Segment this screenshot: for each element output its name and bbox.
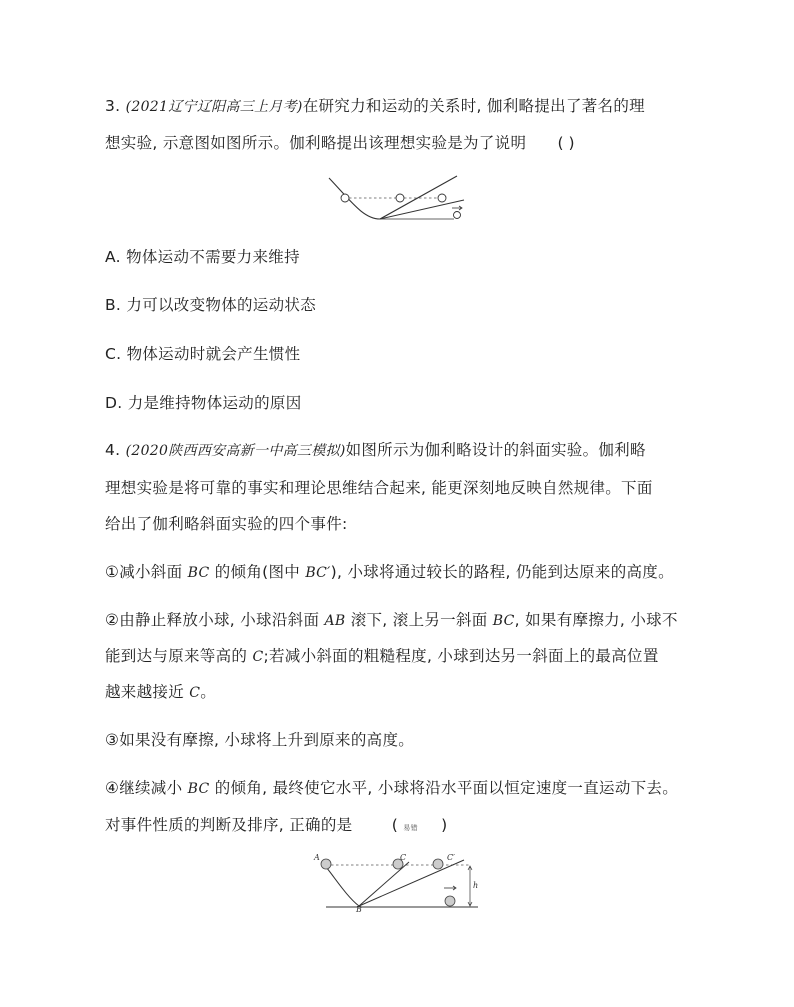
q3-number: 3. (105, 97, 121, 115)
q4-bracket-close: ) (441, 816, 448, 834)
q3-stem-line2 (105, 131, 575, 153)
q4-source: (2020陕西西安高新一中高三模拟) (125, 443, 346, 459)
q4-label-b: B (356, 905, 362, 912)
q4-figure (312, 850, 482, 912)
q4-event-4-text-b: 的倾角, 最终使它水平, 小球将沿水平面以恒定速度一直运动下去。 (209, 779, 679, 797)
q4-ball-a (321, 859, 331, 869)
q3-source: (2021辽宁辽阳高三上月考) (125, 99, 303, 115)
q4-event-4-bc: BC (187, 781, 210, 797)
q3-option-a[interactable]: A. 物体运动不需要力来维持 (105, 248, 300, 266)
q4-label-a: A (314, 853, 320, 862)
q4-event-2-line1 (105, 608, 678, 630)
q4-bracket-open: ( (391, 816, 399, 834)
q4-incline-bc (359, 862, 409, 906)
q3-option-d[interactable]: D. 力是维持物体运动的原因 (105, 394, 302, 412)
q4-event-4 (105, 776, 678, 798)
q3-ball-right (438, 194, 446, 202)
q4-event-2-bc: BC (492, 613, 515, 629)
q3-answer-bracket: ( ) (557, 134, 575, 152)
q4-stem-line1 (105, 438, 646, 460)
q4-stem-line2: 理想实验是将可靠的事实和理论思维结合起来, 能更深刻地反映自然规律。下面 (105, 479, 653, 497)
q4-label-cprime: C′ (447, 853, 455, 862)
q3-option-c[interactable]: C. 物体运动时就会产生惯性 (105, 345, 301, 363)
q4-event-4-text-a: ④继续减小 (105, 779, 188, 797)
q4-event-1-text-b: 的倾角(图中 (209, 563, 306, 581)
q3-shallow-incline (380, 200, 464, 219)
q3-option-b[interactable]: B. 力可以改变物体的运动状态 (105, 296, 316, 314)
q3-stem-text2: 想实验, 示意图如图所示。伽利略提出该理想实验是为了说明 (105, 134, 527, 152)
q3-stem-text1: 在研究力和运动的关系时, 伽利略提出了著名的理 (302, 97, 645, 115)
q4-number: 4. (105, 441, 121, 459)
q4-event-2-line3 (105, 680, 216, 702)
q3-ball-mid (396, 194, 404, 202)
q4-event-1-bcprime: BC′ (305, 565, 331, 581)
q4-event-1-text-a: ①减小斜面 (105, 563, 188, 581)
q4-bracket-tag: 易错 (403, 824, 418, 832)
q4-stem-text1: 如图所示为伽利略设计的斜面实验。伽利略 (345, 441, 646, 459)
q4-event-1-bc: BC (187, 565, 210, 581)
q4-event-1-text-c: ), 小球将通过较长的路程, 仍能到达原来的高度。 (330, 563, 674, 581)
q4-ball-ground (445, 896, 455, 906)
q4-question: 对事件性质的判断及排序, 正确的是 (105, 816, 353, 834)
q4-event-2-line3-text-a: 越来越接近 (105, 683, 190, 701)
q4-event-2-ab: AB (324, 613, 346, 629)
q4-label-h: h (473, 881, 479, 890)
q4-event-2-line3-c: C (189, 685, 201, 701)
q4-event-2-line2-text-a: 能到达与原来等高的 (105, 647, 253, 665)
q4-event-2-line2-c: C (252, 649, 264, 665)
q4-event-3: ③如果没有摩擦, 小球将上升到原来的高度。 (105, 731, 415, 749)
q4-label-c: C (400, 853, 407, 862)
q4-stem-line3: 给出了伽利略斜面实验的四个事件: (105, 515, 348, 533)
q4-event-2-line3-text-b: 。 (200, 683, 217, 701)
q3-ball-left (341, 194, 349, 202)
q4-event-2-text-a: ②由静止释放小球, 小球沿斜面 (105, 611, 325, 629)
q3-figure (325, 175, 475, 225)
q3-ball-ground (454, 212, 461, 219)
q4-question-line (105, 813, 448, 835)
q4-event-1 (105, 560, 674, 582)
q4-event-2-line2 (105, 644, 659, 666)
q4-event-2-text-c: , 如果有摩擦力, 小球不 (514, 611, 678, 629)
q4-event-2-text-b: 滚下, 滚上另一斜面 (345, 611, 493, 629)
q4-ball-cprime (433, 859, 443, 869)
q3-stem-line1 (105, 94, 645, 116)
q4-event-2-line2-text-b: ;若减小斜面的粗糙程度, 小球到达另一斜面上的最高位置 (263, 647, 659, 665)
